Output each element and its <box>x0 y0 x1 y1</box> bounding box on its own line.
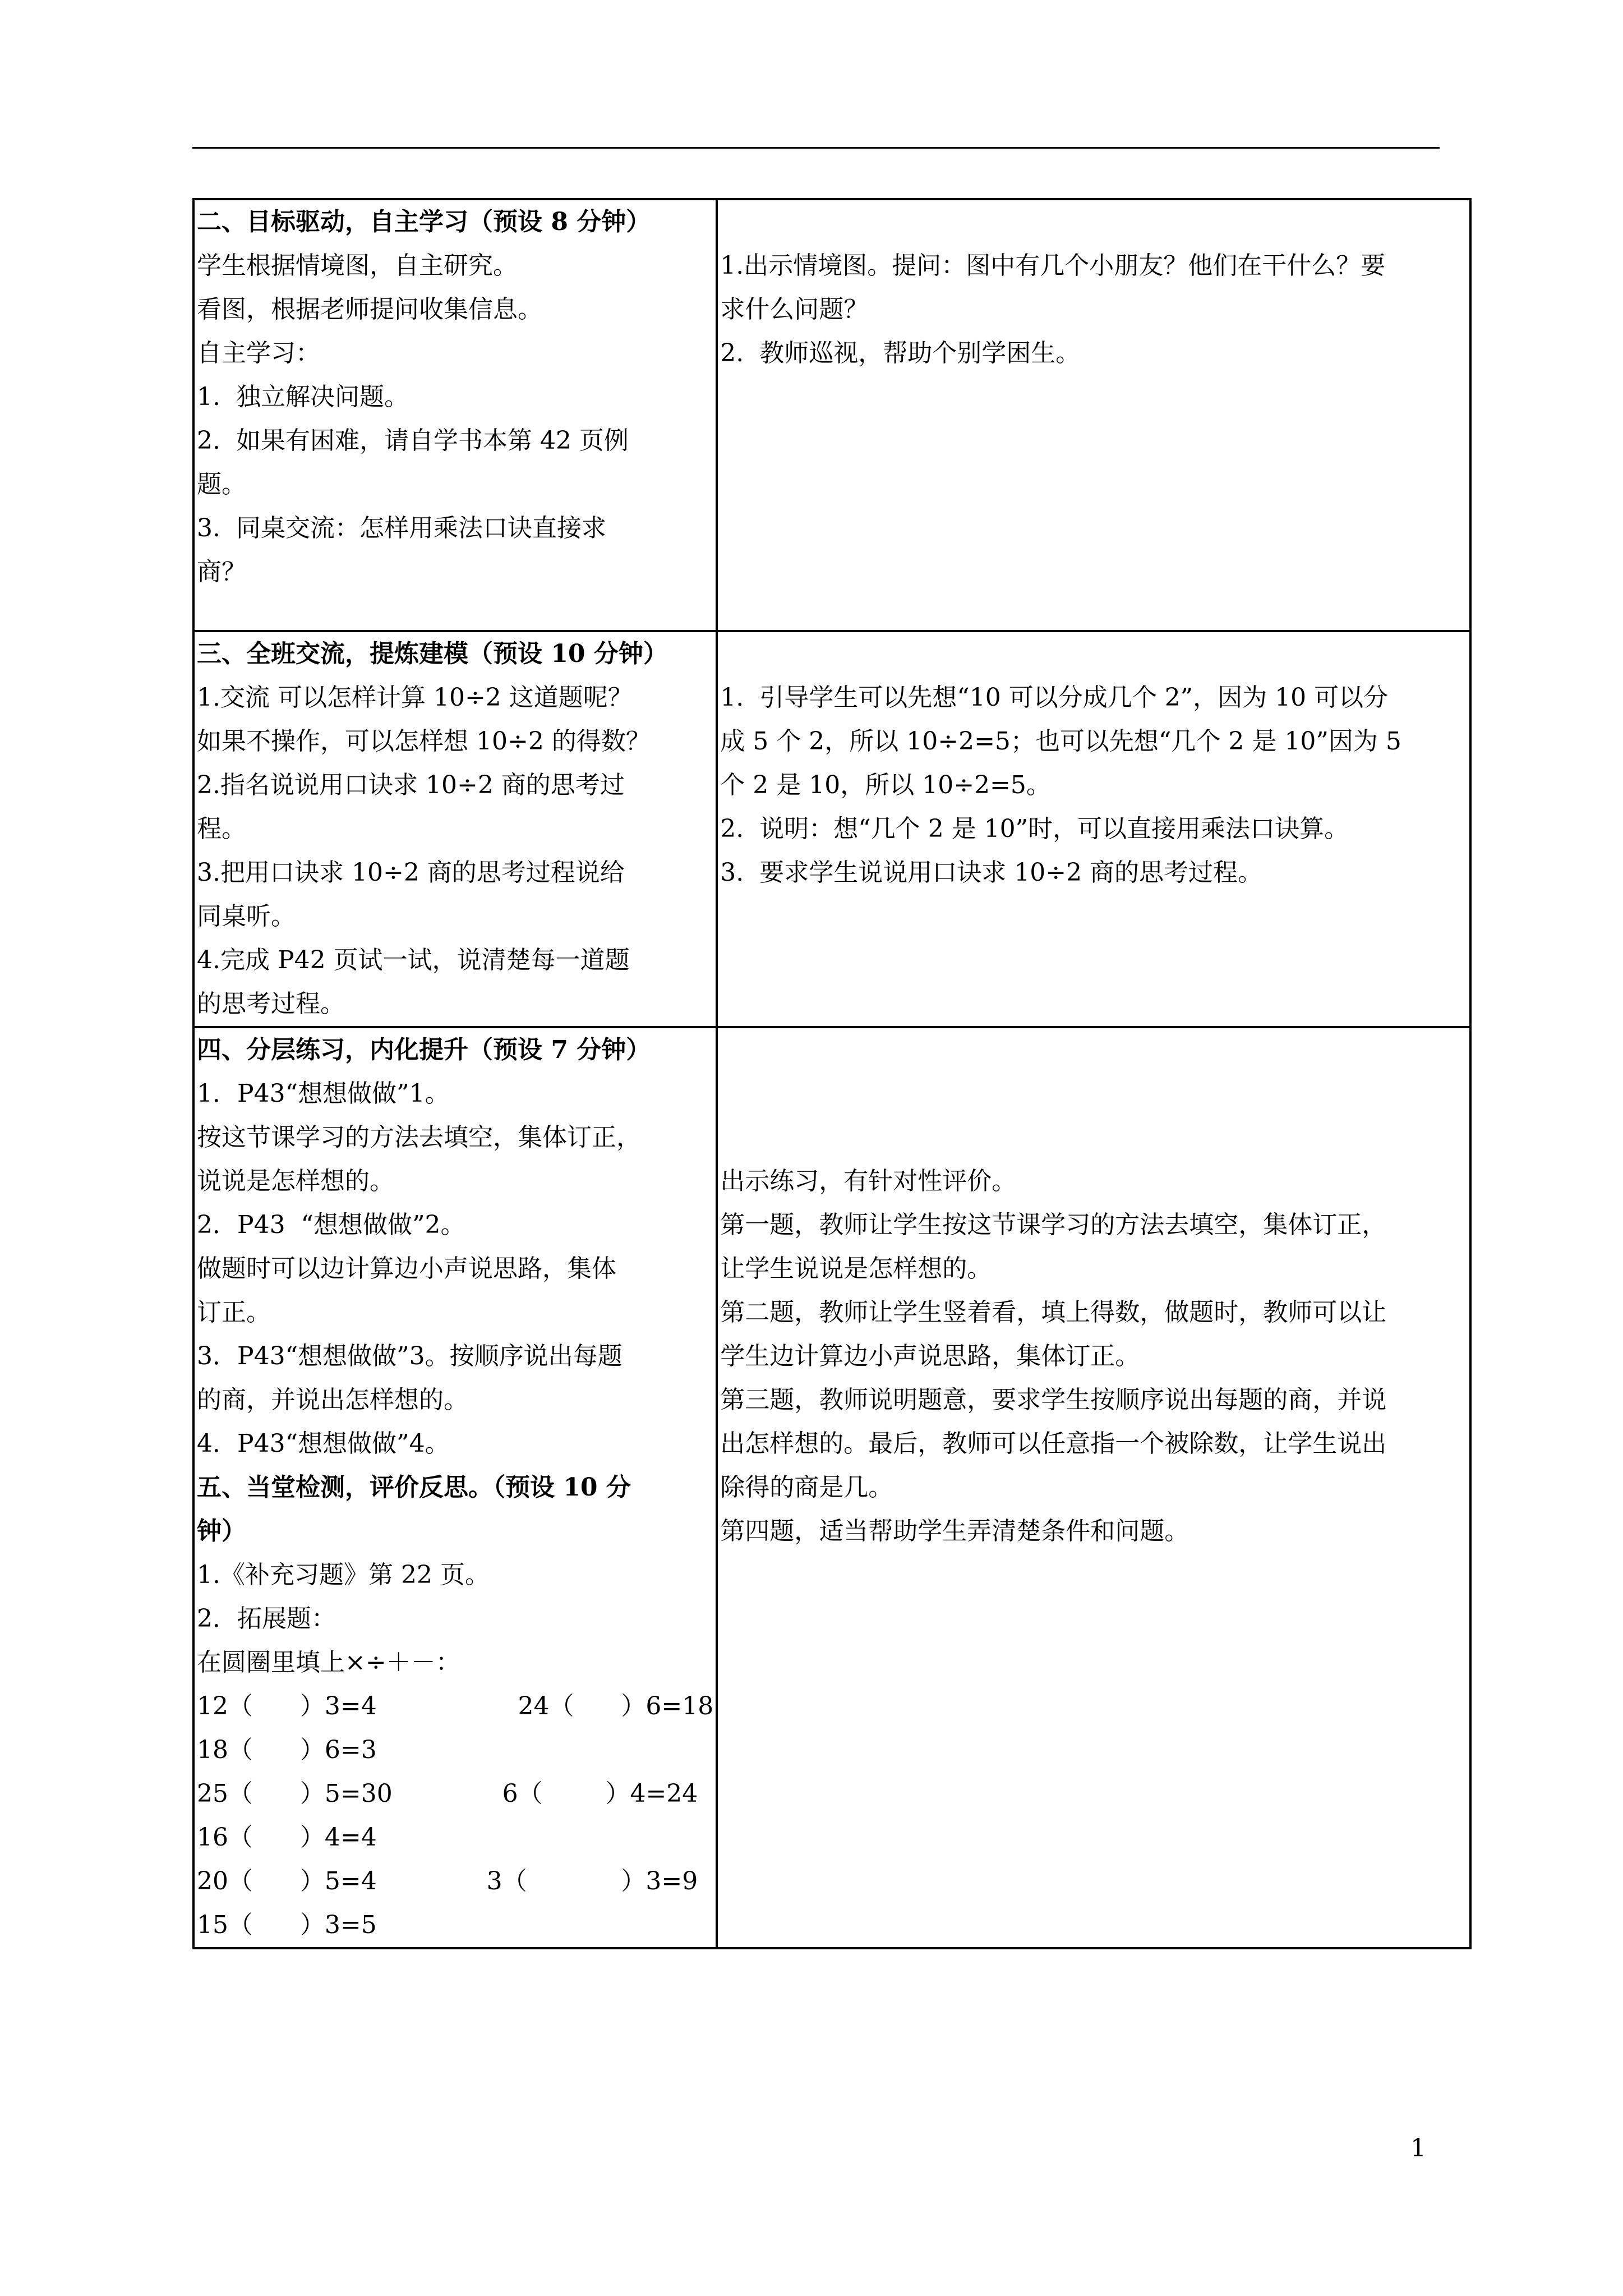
text-line: 个 2 是 10，所以 10÷2=5。 <box>720 771 1051 799</box>
text-line: 按这节课学习的方法去填空，集体订正， <box>197 1123 641 1152</box>
header-rule <box>192 147 1440 149</box>
student-activity-lines <box>197 200 713 594</box>
text-line: 12（ ）3=4 24（ ）6=18 <box>197 1692 714 1720</box>
section-heading: 五、当堂检测，评价反思。（预设 10 分 <box>197 1473 631 1502</box>
teacher-activity-lines <box>720 200 1467 375</box>
text-line: 1.出示情境图。提问：图中有几个小朋友？他们在干什么？要 <box>720 251 1386 280</box>
text-line: 4．P43“想想做做”4。 <box>197 1429 450 1458</box>
text-line: 商？ <box>197 558 246 586</box>
text-line: 2. 教师巡视，帮助个别学困生。 <box>720 339 1081 367</box>
text-line: 1. 独立解决问题。 <box>197 383 409 411</box>
text-line: 3. 同桌交流：怎样用乘法口诀直接求 <box>197 514 606 542</box>
table-row-goal-driven <box>193 199 1470 631</box>
text-line: 18（ ）6=3 <box>197 1736 377 1764</box>
text-line: 说说是怎样想的。 <box>197 1167 394 1195</box>
text-line: 成 5 个 2，所以 10÷2=5；也可以先想“几个 2 是 10”因为 5 <box>720 727 1401 756</box>
text-line: 程。 <box>197 815 246 843</box>
text-line: 求什么问题？ <box>720 295 869 324</box>
text-line: 出示练习，有针对性评价。 <box>720 1167 1017 1195</box>
student-activity-lines <box>197 632 713 1026</box>
text-line: 2.指名说说用口诀求 10÷2 商的思考过 <box>197 771 625 799</box>
section-heading: 三、全班交流，提炼建模（预设 10 分钟） <box>197 639 668 668</box>
text-line: 让学生说说是怎样想的。 <box>720 1254 992 1283</box>
table-row-practice-and-test <box>193 1027 1470 1948</box>
text-line: 3. 要求学生说说用口诀求 10÷2 商的思考过程。 <box>720 858 1263 887</box>
text-line: 学生边计算边小声说思路，集体订正。 <box>720 1342 1140 1370</box>
section-heading: 钟） <box>197 1517 246 1545</box>
text-line: 做题时可以边计算边小声说思路，集体 <box>197 1254 616 1283</box>
text-line: 2．P43 “想想做做”2。 <box>197 1211 465 1239</box>
teacher-activity-cell <box>717 1027 1470 1948</box>
table-row-class-exchange <box>193 631 1470 1027</box>
teacher-activity-lines <box>720 1028 1467 1553</box>
student-activity-cell <box>193 199 717 631</box>
lesson-plan-table <box>192 198 1472 1949</box>
teacher-activity-cell <box>717 199 1470 631</box>
text-line: 出怎样想的。最后，教师可以任意指一个被除数，让学生说出 <box>720 1429 1387 1458</box>
text-line: 1.《补充习题》第 22 页。 <box>197 1561 490 1589</box>
text-line: 2. 说明：想“几个 2 是 10”时，可以直接用乘法口诀算。 <box>720 815 1349 843</box>
text-line: 如果不操作，可以怎样想 10÷2 的得数？ <box>197 727 651 756</box>
text-line: 在圆圈里填上×÷＋－： <box>197 1648 460 1677</box>
text-line: 自主学习： <box>197 339 320 367</box>
text-line: 1.交流 可以怎样计算 10÷2 这道题呢？ <box>197 683 633 712</box>
student-activity-cell <box>193 1027 717 1948</box>
text-line: 2．拓展题： <box>197 1604 336 1633</box>
text-line: 订正。 <box>197 1298 271 1327</box>
text-line: 的思考过程。 <box>197 990 345 1018</box>
text-line: 4.完成 P42 页试一试，说清楚每一道题 <box>197 946 630 974</box>
text-line: 1. 引导学生可以先想“10 可以分成几个 2”，因为 10 可以分 <box>720 683 1389 712</box>
text-line: 学生根据情境图，自主研究。 <box>197 251 518 280</box>
text-line: 的商，并说出怎样想的。 <box>197 1386 468 1414</box>
student-activity-lines <box>197 1028 713 1947</box>
text-line: 除得的商是几。 <box>720 1473 893 1502</box>
text-line: 题。 <box>197 470 246 499</box>
text-line: 同桌听。 <box>197 902 296 931</box>
text-line: 第四题，适当帮助学生弄清楚条件和问题。 <box>720 1517 1189 1545</box>
student-activity-cell <box>193 631 717 1027</box>
text-line: 1．P43“想想做做”1。 <box>197 1079 450 1108</box>
text-line: 15（ ）3=5 <box>197 1911 377 1939</box>
text-line: 3.把用口诀求 10÷2 商的思考过程说给 <box>197 858 625 887</box>
text-line: 3．P43“想想做做”3。按顺序说出每题 <box>197 1342 623 1370</box>
text-line: 第三题，教师说明题意，要求学生按顺序说出每题的商，并说 <box>720 1386 1387 1414</box>
text-line: 2. 如果有困难，请自学书本第 42 页例 <box>197 426 629 455</box>
text-line: 看图，根据老师提问收集信息。 <box>197 295 542 324</box>
text-line: 16（ ）4=4 <box>197 1823 377 1852</box>
section-heading: 四、分层练习，内化提升（预设 7 分钟） <box>197 1036 651 1064</box>
text-line: 第一题，教师让学生按这节课学习的方法去填空，集体订正， <box>720 1211 1387 1239</box>
text-line: 20（ ）5=4 3（ ）3=9 <box>197 1867 698 1895</box>
teacher-activity-cell <box>717 631 1470 1027</box>
teacher-activity-lines <box>720 632 1467 895</box>
text-line: 第二题，教师让学生竖着看，填上得数，做题时，教师可以让 <box>720 1298 1387 1327</box>
text-line: 25（ ）5=30 6（ ）4=24 <box>197 1779 698 1808</box>
page-number: 1 <box>1410 2134 1426 2162</box>
section-heading: 二、目标驱动，自主学习（预设 8 分钟） <box>197 208 651 236</box>
